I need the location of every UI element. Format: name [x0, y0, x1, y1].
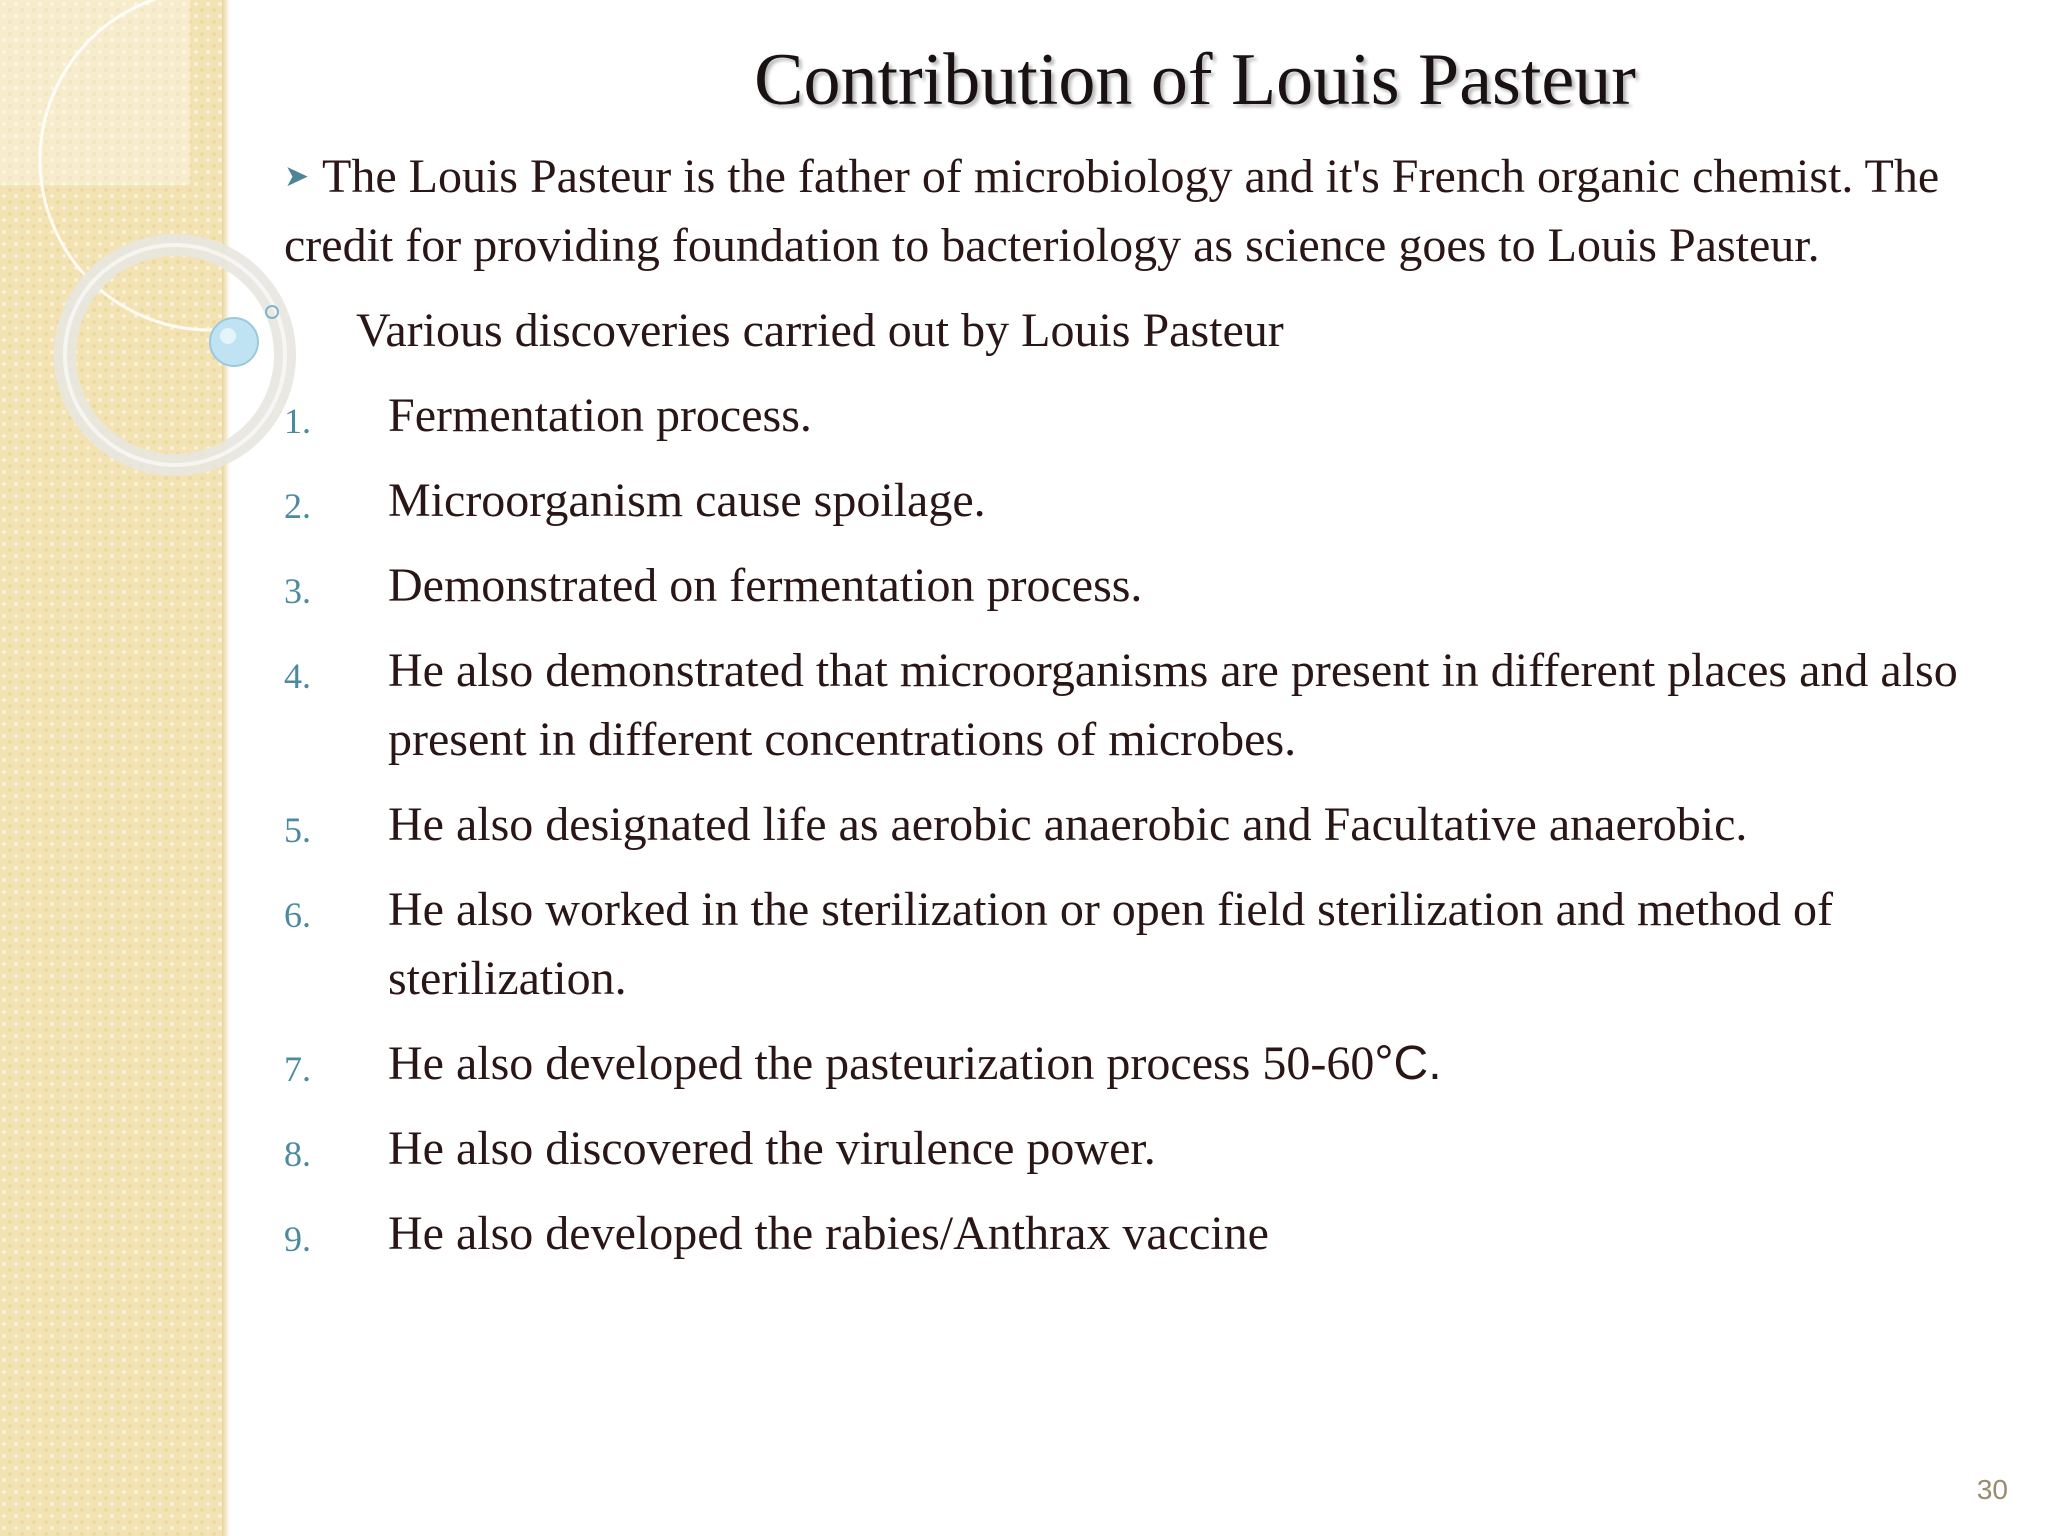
list-text: Demonstrated on fermentation process. — [388, 559, 1143, 612]
list-number: 2. — [284, 486, 311, 526]
list-number: 1. — [284, 401, 311, 441]
list-number: 6. — [284, 895, 311, 935]
slide-content — [284, 142, 1964, 1284]
list-text: He also designated life as aerobic anaerobic and Facultative anaerobic. — [388, 798, 1748, 851]
list-number: 7. — [284, 1049, 311, 1089]
list-item — [284, 381, 1964, 450]
list-text: Microorganism cause spoilage. — [388, 474, 986, 527]
list-item — [284, 1029, 1964, 1098]
intro-text: The Louis Pasteur is the father of microbiology and it's French organic chemist. The credit for providing foundation to bacteriology as science goes to Louis Pasteur. — [284, 150, 1940, 272]
circle-rings-decoration-icon — [0, 0, 300, 520]
list-number: 5. — [284, 810, 311, 850]
list-number: 8. — [284, 1134, 311, 1174]
arrowhead-bullet-icon: ➤ — [284, 160, 310, 193]
list-text: He also developed the rabies/Anthrax vaccine — [388, 1207, 1269, 1260]
list-number: 3. — [284, 571, 311, 611]
intro-paragraph — [284, 142, 1964, 280]
list-text: Fermentation process. — [388, 389, 812, 442]
slide-title: Contribution of Louis Pasteur — [754, 39, 1636, 121]
list-item — [284, 790, 1964, 859]
discoveries-list — [284, 381, 1964, 1268]
list-item — [284, 466, 1964, 535]
list-item — [284, 551, 1964, 620]
list-number: 9. — [284, 1219, 311, 1259]
list-number: 4. — [284, 656, 311, 696]
page-number: 30 — [1976, 1474, 2008, 1505]
list-item — [284, 636, 1964, 774]
sub-heading: Various discoveries carried out by Louis Pasteur — [356, 304, 1284, 357]
list-item — [284, 875, 1964, 1013]
list-text: He also discovered the virulence power. — [388, 1122, 1156, 1175]
list-text: He also demonstrated that microorganisms are present in different places and also present in different concentrations of microbes. — [388, 644, 1958, 766]
list-item — [284, 1199, 1964, 1268]
temperature-unit: °C. — [1374, 1037, 1442, 1090]
list-text: He also worked in the sterilization or open field sterilization and method of sterilization. — [388, 883, 1833, 1005]
list-text: He also developed the pasteurization process 50-60 — [388, 1037, 1375, 1090]
list-item — [284, 1114, 1964, 1183]
